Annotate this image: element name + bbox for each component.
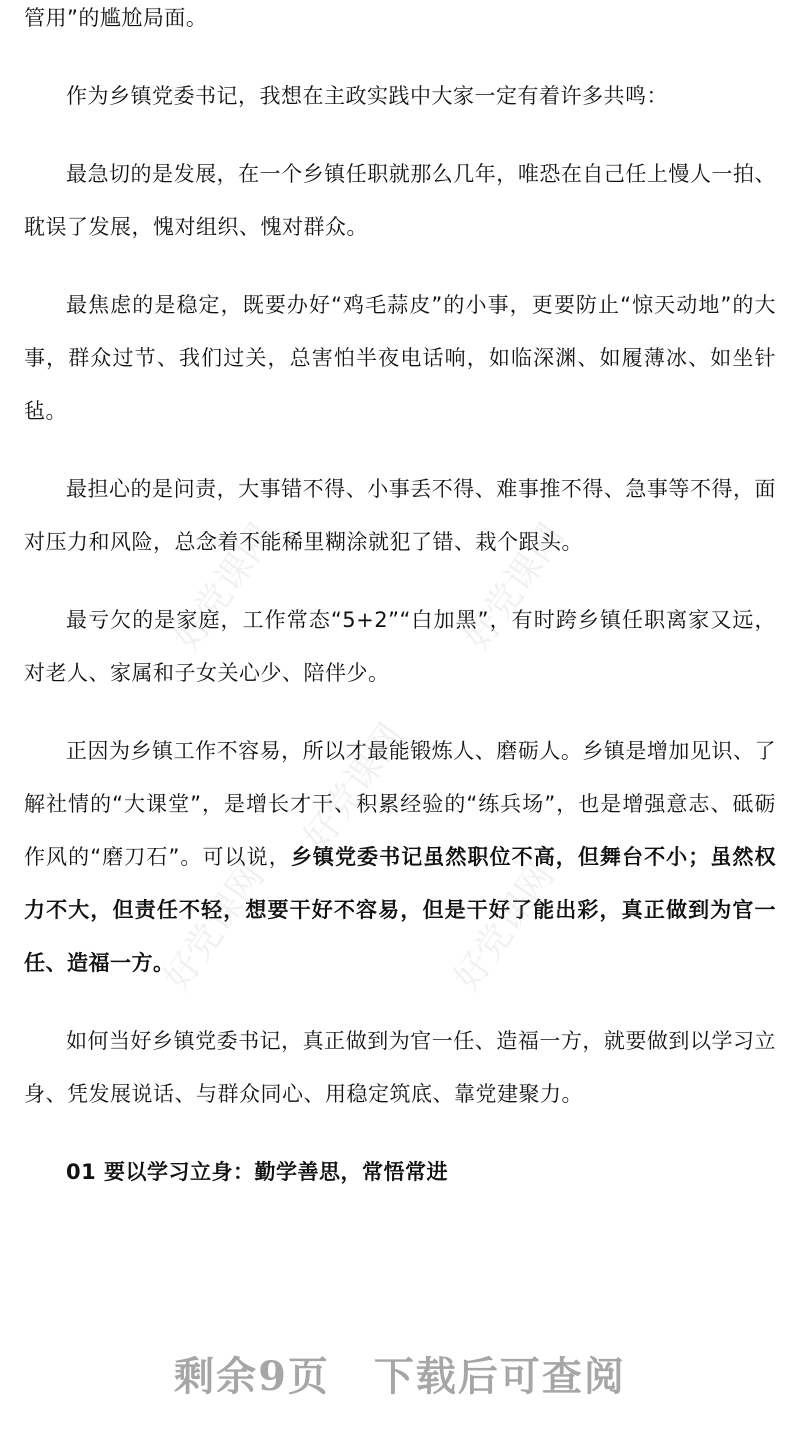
download-hint-text: 下载后可查阅: [373, 1353, 626, 1400]
watermark: 好党课网: [166, 516, 283, 658]
remaining-pages-text: 剩余9页: [174, 1353, 330, 1400]
watermark: 好党课网: [446, 856, 563, 998]
paragraph: 管用”的尴尬局面。: [24, 6, 208, 30]
document-body: [24, 0, 776, 1199]
paragraph: 最焦虑的是稳定，既要办好“鸡毛蒜皮”的小事，更要防止“惊天动地”的大事，群众过节、我们过关，总害怕半夜电话响，如临深渊、如履薄冰、如坐针毡。: [24, 293, 776, 423]
paragraph-text: 正因为乡镇工作不容易，所以才最能锻炼人、磨砺人。乡镇是增加见识、了解社情的“大课堂”，是增长才干、积累经验的“练兵场”，也是增强意志、砥砺作风的“磨刀石”。可以说，: [24, 739, 776, 869]
paragraph: 最担心的是问责，大事错不得、小事丢不得、难事推不得、急事等不得，面对压力和风险，总念着不能稀里糊涂就犯了错、栽个跟头。: [24, 477, 776, 554]
paragraph: 最亏欠的是家庭，工作常态“5+2”“白加黑”，有时跨乡镇任职离家又远，对老人、家属和子女关心少、陪伴少。: [24, 608, 776, 685]
watermark: 好党课网: [296, 716, 413, 858]
paragraph: 最急切的是发展，在一个乡镇任职就那么几年，唯恐在自己任上慢人一拍、耽误了发展，愧对组织、愧对群众。: [24, 162, 776, 239]
paragraph: 作为乡镇党委书记，我想在主政实践中大家一定有着许多共鸣：: [66, 84, 668, 108]
watermark: 好党课网: [156, 856, 273, 998]
section-heading: 01 要以学习立身：勤学善思，常悟常进: [66, 1160, 449, 1184]
paragraph-mixed: [24, 725, 776, 990]
watermark: 好党课网: [456, 516, 573, 658]
paragraph: 如何当好乡镇党委书记，真正做到为官一任、造福一方，就要做到以学习立身、凭发展说话、与群众同心、用稳定筑底、靠党建聚力。: [24, 1029, 776, 1106]
paragraph-bold-text: 乡镇党委书记虽然职位不高，但舞台不小；虽然权力不大，但责任不轻，想要干好不容易，但是干好了能出彩，真正做到为官一任、造福一方。: [24, 845, 776, 975]
download-prompt[interactable]: [0, 1345, 800, 1402]
